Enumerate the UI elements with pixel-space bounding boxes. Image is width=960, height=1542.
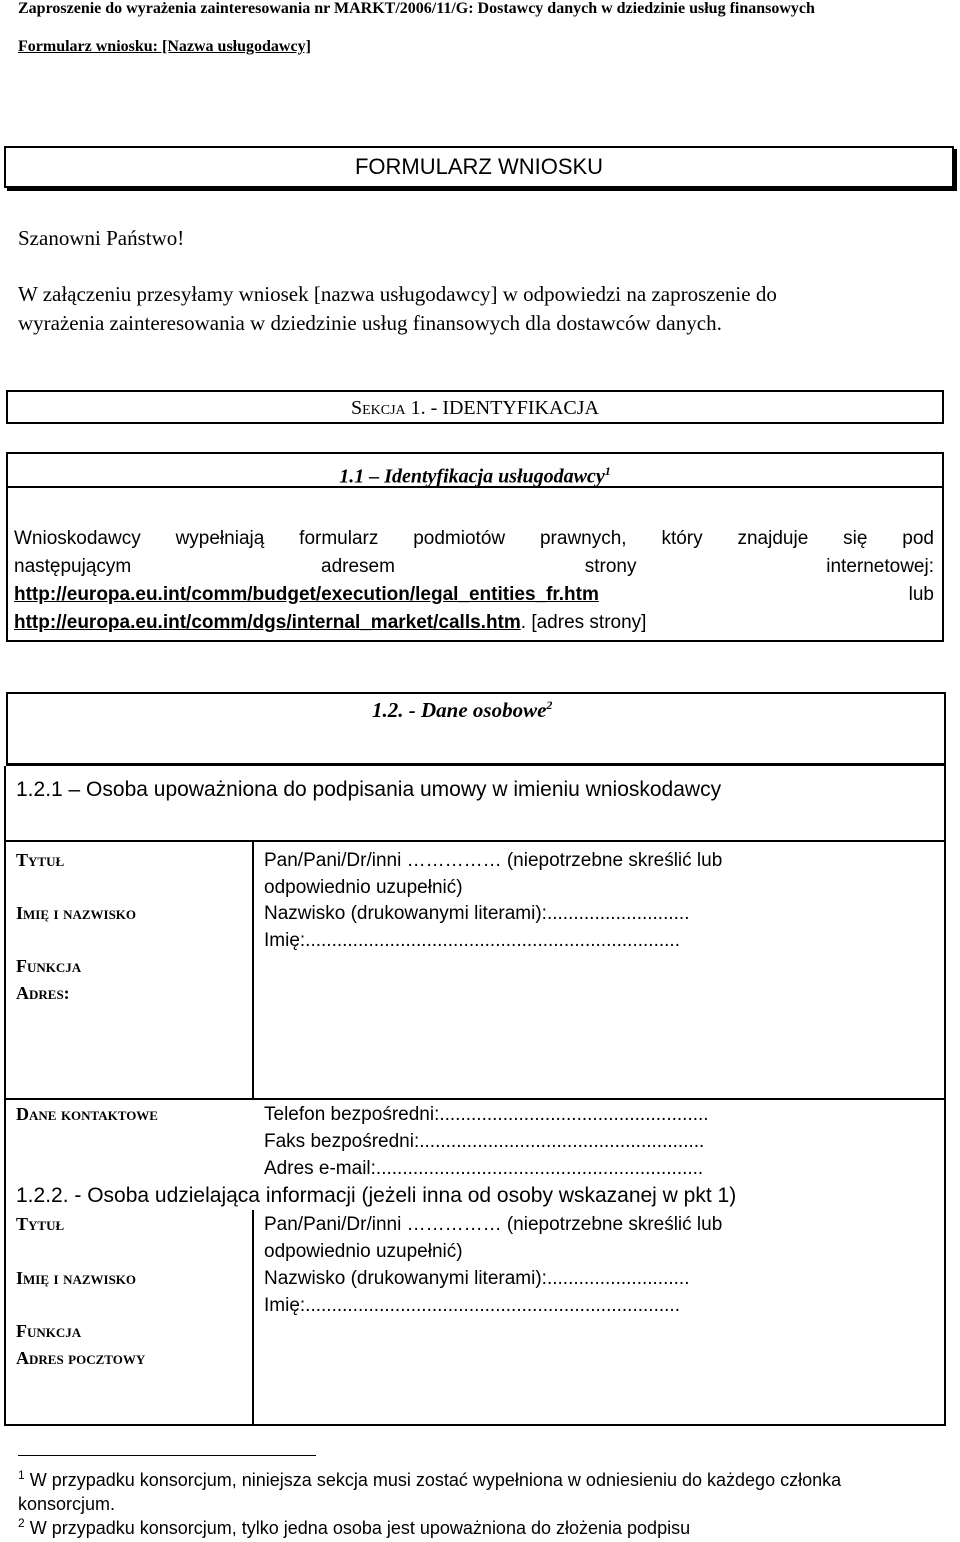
- legal-entities-link[interactable]: http://europa.eu.int/comm/budget/execution/legal_entities_fr.htm: [14, 584, 599, 605]
- footnote-1-line-2: konsorcjum.: [18, 1494, 116, 1514]
- s121-title: 1.2.1 – Osoba upoważniona do podpisania umowy w imieniu wnioskodawcy: [16, 778, 722, 801]
- s121-title-value-2: odpowiednio uzupełnić): [264, 877, 463, 898]
- s121-label-title: Tytuł: [16, 850, 65, 870]
- s122-first-name-value: Imię:.......................................................................: [264, 1295, 680, 1316]
- intro-line-1: W załączeniu przesyłamy wniosek [nazwa usługodawcy] w odpowiedzi na zaproszenie do: [18, 282, 777, 306]
- after-link-text: . [adres strony]: [520, 612, 647, 633]
- s122-label-title: Tytuł: [16, 1214, 65, 1234]
- footnote-2-text: W przypadku konsorcjum, tylko jedna osoba jest upoważniona do złożenia podpisu: [29, 1518, 691, 1538]
- footnote-1: [18, 1468, 841, 1491]
- s122-title-value-2: odpowiednio uzupełnić): [264, 1241, 463, 1262]
- section-1-title: [6, 390, 944, 424]
- section-1-1-title-text: 1.1 – Identyfikacja usługodawcy: [339, 465, 605, 488]
- s121-label-name: Imię i nazwisko: [16, 903, 137, 923]
- s11-line-4: [14, 612, 646, 634]
- s122-name-value: Nazwisko (drukowanymi literami):...........................: [264, 1268, 690, 1289]
- s121-label-address: Adres:: [16, 983, 70, 1003]
- greeting: Szanowni Państwo!: [18, 226, 185, 250]
- footnote-ref-2: 2: [546, 698, 553, 712]
- document-header-subtitle: Formularz wniosku: [Nazwa usługodawcy]: [18, 38, 311, 55]
- section-1-suffix: - IDENTYFIKACJA: [430, 397, 599, 419]
- intro-line-2: wyrażenia zainteresowania w dziedzinie usług finansowych dla dostawców danych.: [18, 311, 722, 335]
- footnote-separator: [18, 1455, 316, 1456]
- footnote-2: [18, 1516, 690, 1539]
- or-text: lub: [908, 584, 934, 605]
- contact-label: Dane kontaktowe: [16, 1104, 158, 1124]
- s122-label-name: Imię i nazwisko: [16, 1268, 137, 1288]
- s121-title-value-1: Pan/Pani/Dr/inni …………… (niepotrzebne skreślić lub: [264, 850, 723, 871]
- email-value: Adres e-mail:..............................................................: [264, 1158, 704, 1179]
- calls-link[interactable]: http://europa.eu.int/comm/dgs/internal_market/calls.htm: [14, 612, 521, 633]
- s121-first-name-value: Imię:.......................................................................: [264, 930, 680, 951]
- s122-column-divider: [252, 1210, 254, 1426]
- s122-label-function: Funkcja: [16, 1321, 82, 1341]
- footnote-1-mark: 1: [18, 1468, 25, 1482]
- s11-line-2: następującym adresem strony internetowej:: [14, 556, 934, 577]
- s121-table: [4, 840, 946, 1100]
- s121-label-function: Funkcja: [16, 956, 82, 976]
- section-1-1-title: [6, 452, 944, 488]
- fax-value: Faks bezpośredni:......................................................: [264, 1131, 705, 1152]
- footnote-2-mark: 2: [18, 1516, 25, 1530]
- s122-title: 1.2.2. - Osoba udzielająca informacji (jeżeli inna od osoby wskazanej w pkt 1): [16, 1184, 737, 1207]
- footnote-1-line-1: W przypadku konsorcjum, niniejsza sekcja musi zostać wypełniona w odniesieniu do każdego członka: [29, 1470, 842, 1490]
- s122-label-postal-address: Adres pocztowy: [16, 1348, 146, 1368]
- s121-column-divider: [252, 840, 254, 1100]
- document-header-title: Zaproszenie do wyrażenia zainteresowania nr MARKT/2006/11/G: Dostawcy danych w dziedzinie usług finansowych: [18, 0, 815, 17]
- phone-value: Telefon bezpośredni:...................................................: [264, 1104, 709, 1125]
- s121-name-value: Nazwisko (drukowanymi literami):...........................: [264, 903, 690, 924]
- form-banner: FORMULARZ WNIOSKU: [4, 146, 954, 188]
- section-1-2-title-text: 1.2. - Dane osobowe: [372, 698, 547, 722]
- section-1-2-title: [372, 698, 552, 723]
- footnote-ref-1: 1: [604, 464, 611, 478]
- s122-title-value-1: Pan/Pani/Dr/inni …………… (niepotrzebne skreślić lub: [264, 1214, 723, 1235]
- section-1-prefix: Sekcja 1.: [350, 397, 426, 419]
- s11-line-1: Wnioskodawcy wypełniają formularz podmiotów prawnych, który znajduje się pod: [14, 528, 934, 549]
- s11-line-3: [14, 584, 934, 606]
